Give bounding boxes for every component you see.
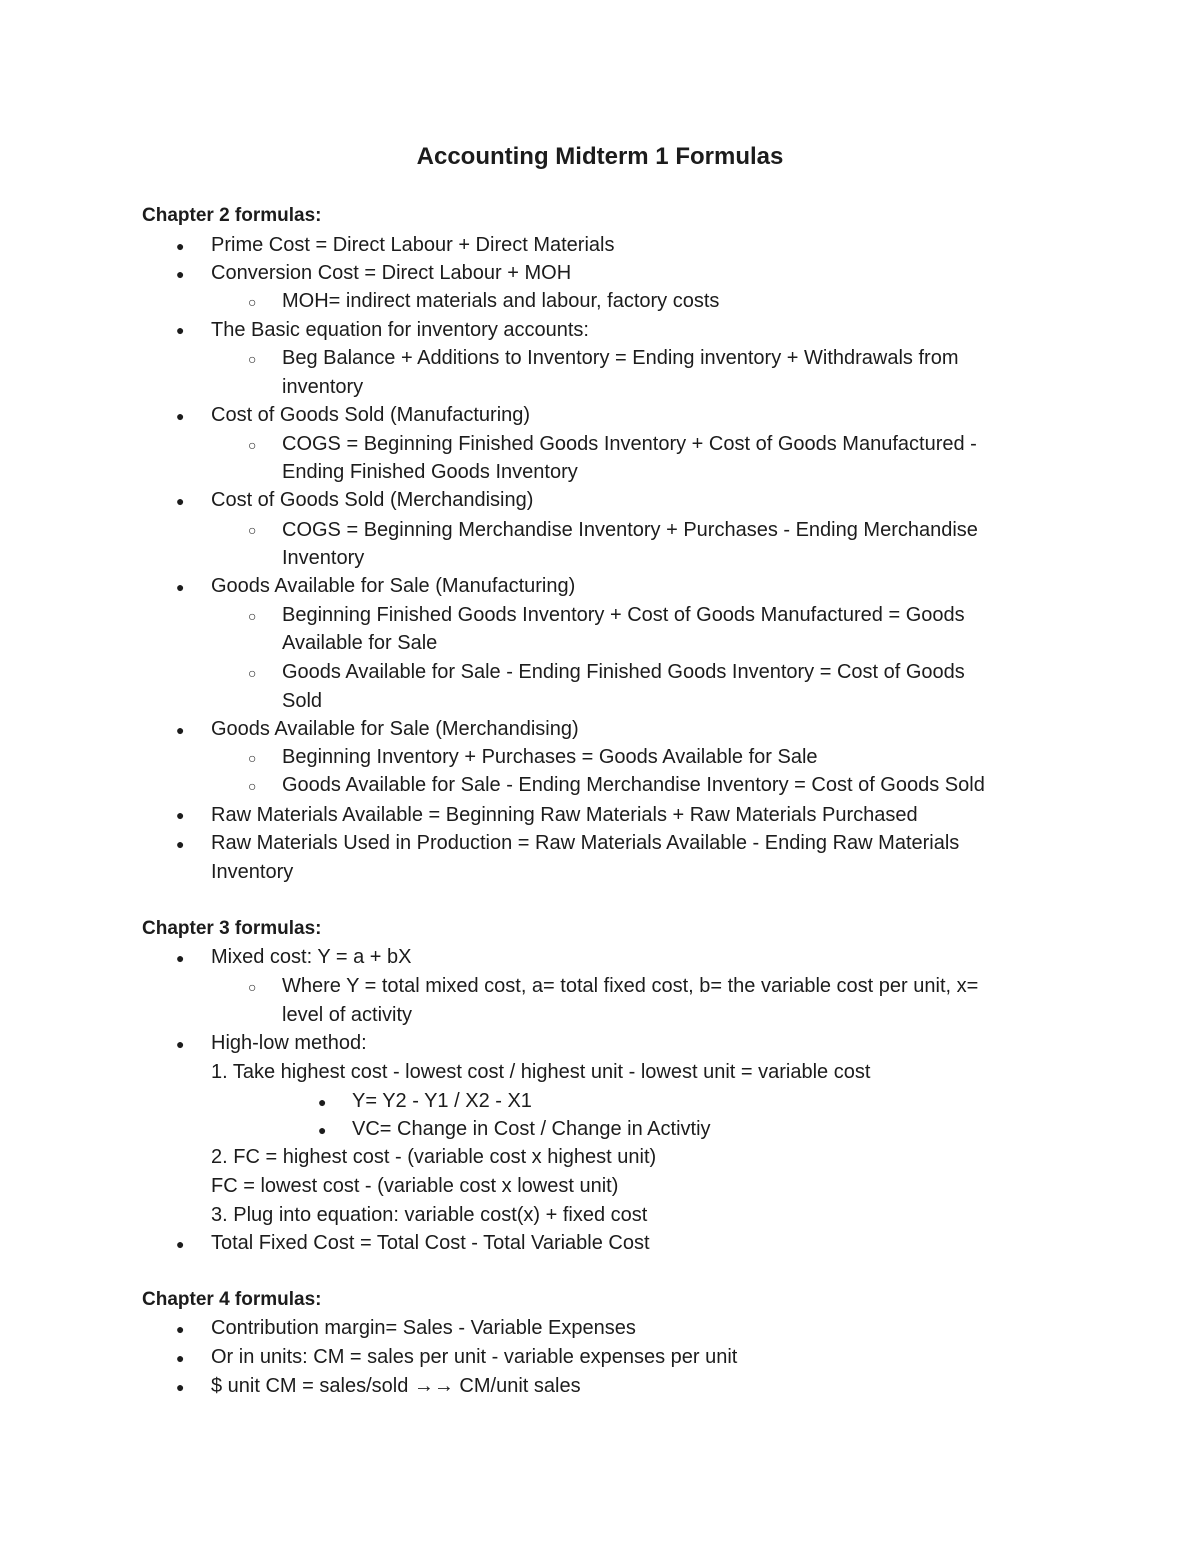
page-title: Accounting Midterm 1 Formulas — [416, 143, 784, 170]
list-item: Raw Materials Available = Beginning Raw Materials + Raw Materials Purchased — [211, 804, 918, 826]
list-item: Conversion Cost = Direct Labour + MOH — [211, 262, 572, 284]
list-item: Beginning Finished Goods Inventory + Cost of Goods Manufactured = Goods — [282, 604, 965, 626]
bullet-hollow-icon: ○ — [248, 979, 257, 995]
list-item: Cost of Goods Sold (Manufacturing) — [211, 404, 531, 426]
bullet-hollow-icon: ○ — [248, 437, 257, 453]
bullet-hollow-icon: ○ — [248, 522, 257, 538]
chapter-4-heading: Chapter 4 formulas: — [142, 1289, 322, 1310]
chapter-2-heading: Chapter 2 formulas: — [142, 205, 322, 226]
numbered-step: 2. FC = highest cost - (variable cost x highest unit) — [211, 1146, 657, 1168]
bullet-filled-icon: ● — [176, 1236, 185, 1252]
list-item-continuation: Available for Sale — [282, 632, 438, 654]
list-item: Raw Materials Used in Production = Raw Materials Available - Ending Raw Materials — [211, 832, 960, 854]
list-item: MOH= indirect materials and labour, factory costs — [282, 290, 720, 312]
bullet-filled-icon: ● — [318, 1122, 327, 1138]
chapter-3-heading: Chapter 3 formulas: — [142, 918, 322, 939]
list-item: High-low method: — [211, 1032, 367, 1054]
list-item: Prime Cost = Direct Labour + Direct Materials — [211, 234, 615, 256]
list-item: Contribution margin= Sales - Variable Expenses — [211, 1317, 636, 1339]
list-item: Total Fixed Cost = Total Cost - Total Variable Cost — [211, 1232, 650, 1254]
bullet-filled-icon: ● — [176, 722, 185, 738]
list-item-continuation: inventory — [282, 376, 364, 398]
list-item: Goods Available for Sale - Ending Merchandise Inventory = Cost of Goods Sold — [282, 774, 985, 796]
bullet-filled-icon: ● — [176, 1379, 185, 1395]
list-item-continuation: level of activity — [282, 1004, 413, 1026]
bullet-filled-icon: ● — [176, 238, 185, 254]
list-item: Where Y = total mixed cost, a= total fixed cost, b= the variable cost per unit, x= — [282, 975, 979, 997]
list-item: Beg Balance + Additions to Inventory = Ending inventory + Withdrawals from — [282, 347, 959, 369]
bullet-hollow-icon: ○ — [248, 608, 257, 624]
bullet-filled-icon: ● — [176, 1036, 185, 1052]
list-item: $ unit CM = sales/sold →→ CM/unit sales — [211, 1375, 581, 1397]
list-item: Cost of Goods Sold (Merchandising) — [211, 489, 534, 511]
bullet-filled-icon: ● — [176, 950, 185, 966]
bullet-filled-icon: ● — [176, 836, 185, 852]
list-item-continuation: Inventory — [282, 547, 365, 569]
bullet-filled-icon: ● — [176, 408, 185, 424]
numbered-step: 1. Take highest cost - lowest cost / highest unit - lowest unit = variable cost — [211, 1061, 871, 1083]
step-text: FC = lowest cost - (variable cost x lowest unit) — [211, 1175, 619, 1197]
numbered-step: 3. Plug into equation: variable cost(x) + fixed cost — [211, 1204, 648, 1226]
list-item: Y= Y2 - Y1 / X2 - X1 — [352, 1090, 532, 1112]
bullet-filled-icon: ● — [176, 266, 185, 282]
bullet-filled-icon: ● — [176, 579, 185, 595]
list-item: Goods Available for Sale (Manufacturing) — [211, 575, 576, 597]
list-item: Or in units: CM = sales per unit - variable expenses per unit — [211, 1346, 738, 1368]
list-item: COGS = Beginning Merchandise Inventory + Purchases - Ending Merchandise — [282, 519, 978, 541]
list-item: Goods Available for Sale (Merchandising) — [211, 718, 579, 740]
bullet-filled-icon: ● — [176, 807, 185, 823]
list-item: VC= Change in Cost / Change in Activtiy — [352, 1118, 711, 1140]
list-item-continuation: Inventory — [211, 861, 294, 883]
bullet-filled-icon: ● — [318, 1094, 327, 1110]
bullet-hollow-icon: ○ — [248, 665, 257, 681]
bullet-hollow-icon: ○ — [248, 351, 257, 367]
bullet-hollow-icon: ○ — [248, 750, 257, 766]
bullet-hollow-icon: ○ — [248, 778, 257, 794]
list-item: Goods Available for Sale - Ending Finished Goods Inventory = Cost of Goods — [282, 661, 965, 683]
bullet-filled-icon: ● — [176, 322, 185, 338]
bullet-hollow-icon: ○ — [248, 294, 257, 310]
bullet-filled-icon: ● — [176, 1321, 185, 1337]
bullet-filled-icon: ● — [176, 493, 185, 509]
list-item: The Basic equation for inventory accounts: — [211, 319, 589, 341]
list-item: COGS = Beginning Finished Goods Inventory + Cost of Goods Manufactured - — [282, 433, 977, 455]
list-item: Beginning Inventory + Purchases = Goods Available for Sale — [282, 746, 818, 768]
list-item-continuation: Ending Finished Goods Inventory — [282, 461, 578, 483]
bullet-filled-icon: ● — [176, 1350, 185, 1366]
list-item: Mixed cost: Y = a + bX — [211, 946, 412, 968]
list-item-continuation: Sold — [282, 690, 323, 712]
